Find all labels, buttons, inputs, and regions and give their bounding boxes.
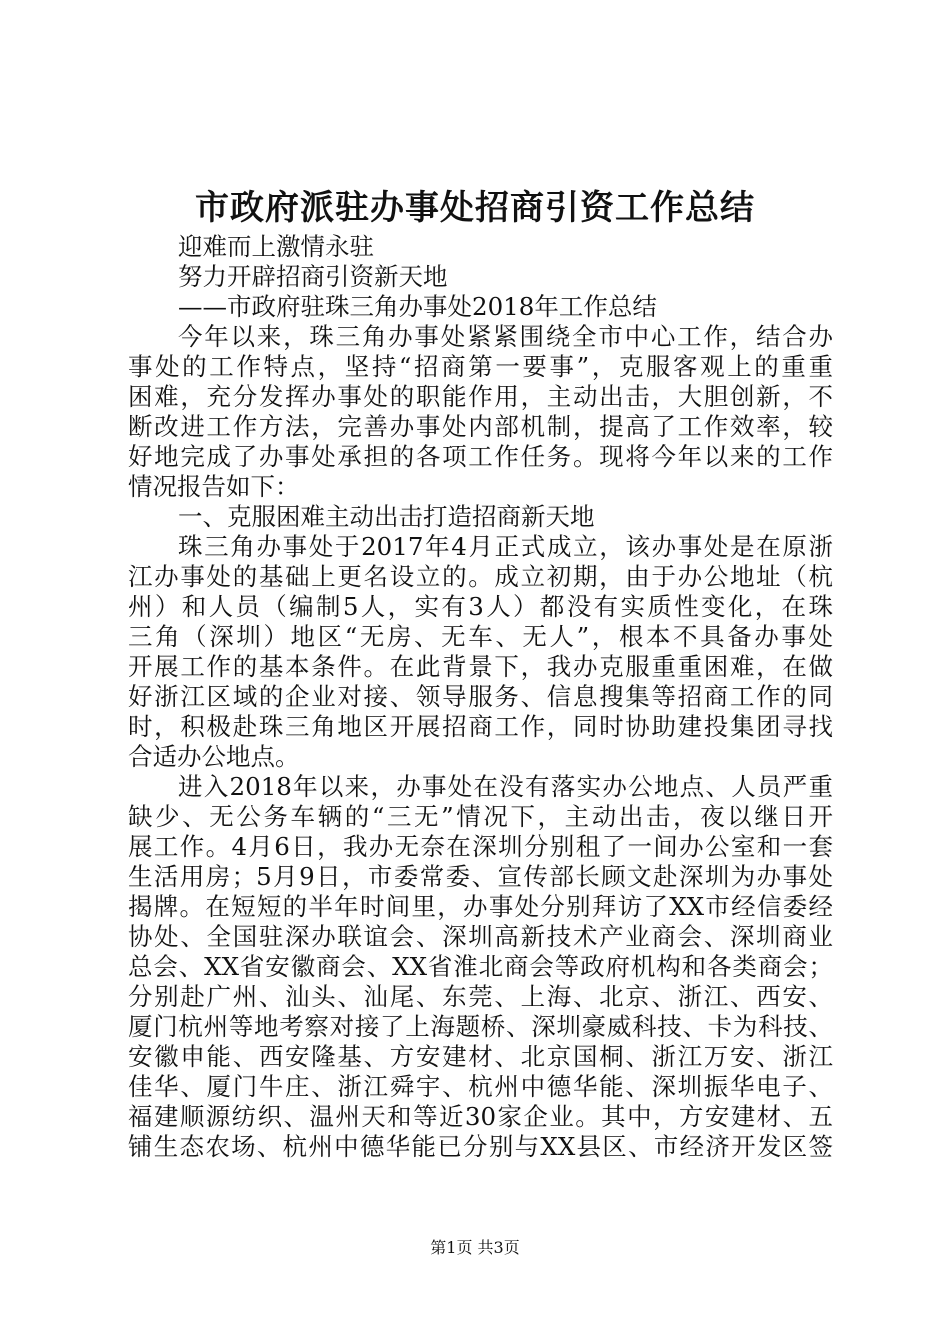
text-line: 总会、XX省安徽商会、XX省淮北商会等政府机构和各类商会； xyxy=(128,952,833,981)
text-line: 一、克服困难主动出击打造招商新天地 xyxy=(178,502,595,531)
text-line: 缺少、无公务车辆的“三无”情况下，主动出击，夜以继日开 xyxy=(128,802,833,831)
text-line: 困难，充分发挥办事处的职能作用，主动出击，大胆创新，不 xyxy=(128,382,833,411)
text-line: 江办事处的基础上更名设立的。成立初期，由于办公地址（杭 xyxy=(128,562,833,591)
text-line: ——市政府驻珠三角办事处2018年工作总结 xyxy=(178,292,657,321)
text-line: 事处的工作特点，坚持“招商第一要事”，克服客观上的重重 xyxy=(128,352,833,381)
text-line: 福建顺源纺织、温州天和等近30家企业。其中，方安建材、五 xyxy=(128,1102,833,1131)
text-line: 佳华、厦门牛庄、浙江舜宇、杭州中德华能、深圳振华电子、 xyxy=(128,1072,833,1101)
document-body xyxy=(128,232,833,1162)
text-line: 迎难而上激情永驻 xyxy=(178,232,374,261)
text-line: 今年以来，珠三角办事处紧紧围绕全市中心工作，结合办 xyxy=(178,322,833,351)
text-line: 分别赴广州、汕头、汕尾、东莞、上海、北京、浙江、西安、 xyxy=(128,982,833,1011)
text-line: 厦门杭州等地考察对接了上海题桥、深圳豪威科技、卡为科技、 xyxy=(128,1012,833,1041)
text-line: 断改进工作方法，完善办事处内部机制，提高了工作效率，较 xyxy=(128,412,833,441)
text-line: 铺生态农场、杭州中德华能已分别与XX县区、市经济开发区签 xyxy=(128,1132,833,1161)
document-title: 市政府派驻办事处招商引资工作总结 xyxy=(195,188,755,228)
text-line: 展工作。4月6日，我办无奈在深圳分别租了一间办公室和一套 xyxy=(128,832,833,861)
text-line: 开展工作的基本条件。在此背景下，我办克服重重困难，在做 xyxy=(128,652,833,681)
text-line: 好地完成了办事处承担的各项工作任务。现将今年以来的工作 xyxy=(128,442,833,471)
text-line: 生活用房；5月9日，市委常委、宣传部长顾文赴深圳为办事处 xyxy=(128,862,833,891)
text-line: 州）和人员（编制5人，实有3人）都没有实质性变化，在珠 xyxy=(128,592,833,621)
text-line: 时，积极赴珠三角地区开展招商工作，同时协助建投集团寻找 xyxy=(128,712,833,741)
text-line: 情况报告如下： xyxy=(128,472,300,501)
text-line: 协处、全国驻深办联谊会、深圳高新技术产业商会、深圳商业 xyxy=(128,922,833,951)
text-line: 好浙江区域的企业对接、领导服务、信息搜集等招商工作的同 xyxy=(128,682,833,711)
page-footer: 第1页 共3页 xyxy=(430,1238,520,1257)
text-line: 珠三角办事处于2017年4月正式成立，该办事处是在原浙 xyxy=(178,532,833,561)
text-line: 合适办公地点。 xyxy=(128,742,300,771)
text-line: 三角（深圳）地区“无房、无车、无人”，根本不具备办事处 xyxy=(128,622,833,651)
text-line: 揭牌。在短短的半年时间里，办事处分别拜访了XX市经信委经 xyxy=(128,892,833,921)
text-line: 进入2018年以来，办事处在没有落实办公地点、人员严重 xyxy=(178,772,833,801)
text-line: 安徽申能、西安隆基、方安建材、北京国桐、浙江万安、浙江 xyxy=(128,1042,833,1071)
text-line: 努力开辟招商引资新天地 xyxy=(178,262,448,291)
